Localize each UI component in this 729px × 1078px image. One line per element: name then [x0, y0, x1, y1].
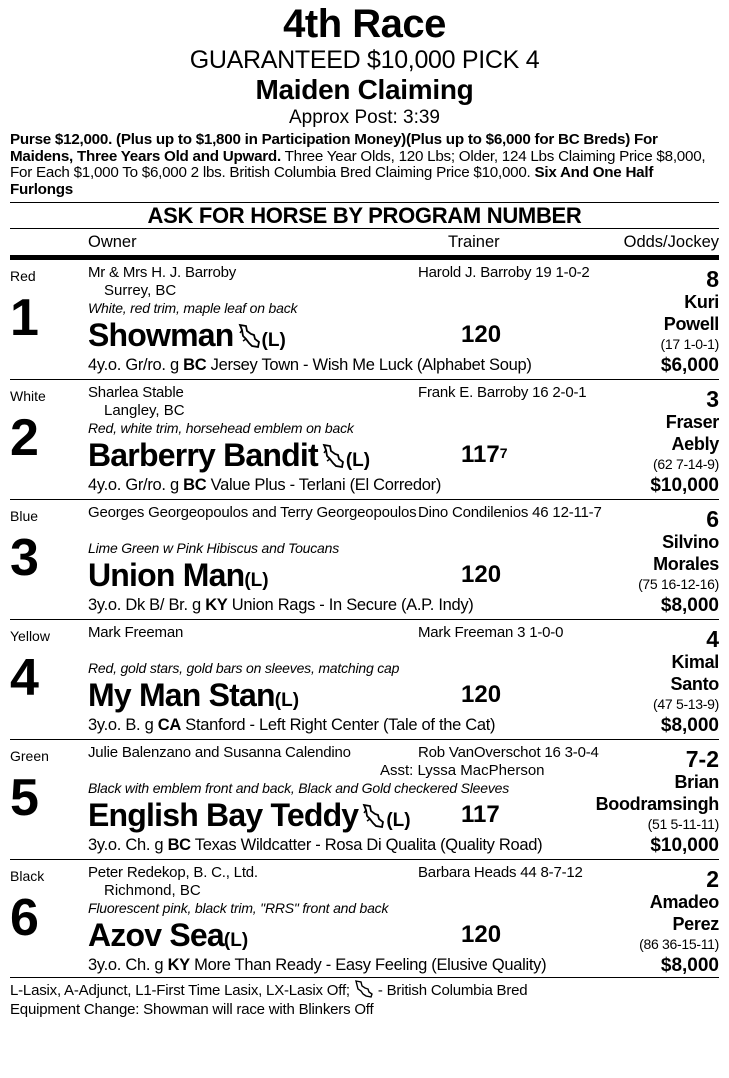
horse-name-line [88, 677, 299, 719]
legend-text: L-Lasix, A-Adjunct, L1-First Time Lasix, LX-Lasix Off; [10, 981, 354, 999]
race-title: 4th Race [283, 2, 446, 46]
age-color-sex: 3y.o. Dk B/ Br. g [88, 596, 206, 614]
jockey-name [653, 531, 719, 575]
owner-location: Richmond, BC [104, 882, 201, 899]
weight-value: 117 [461, 441, 500, 468]
weight-allowance: 7 [499, 445, 508, 461]
age-color-sex: 3y.o. Ch. g [88, 836, 168, 854]
jockey-name [650, 891, 719, 935]
jockey-first-name: Kuri [684, 292, 719, 312]
column-odds-jockey: Odds/Jockey [623, 233, 719, 251]
owner-name: Mark Freeman [88, 624, 184, 641]
pedigree: More Than Ready - Easy Feeling (Elusive Quality) [189, 956, 547, 974]
medication: (L) [386, 810, 411, 831]
weight [461, 920, 501, 950]
legend-line [10, 980, 719, 1002]
trainer-info: Harold J. Barroby 19 1-0-2 [418, 264, 590, 281]
age-color-sex: 4y.o. Gr/ro. g [88, 476, 184, 494]
jockey-first-name: Brian [674, 772, 719, 792]
silks-description: Black with emblem front and back, Black and Gold checkered Sleeves [88, 780, 510, 796]
jockey-last-name: Morales [653, 554, 719, 574]
equipment-change: Equipment Change: Showman will race with Blinkers Off [10, 1001, 374, 1018]
jockey-name [596, 771, 719, 815]
saddlecloth-color: Black [10, 868, 45, 884]
weight-value: 117 [461, 801, 500, 828]
jockey-first-name: Fraser [665, 412, 719, 432]
claiming-price: $10,000 [650, 835, 719, 856]
jockey-name [664, 291, 719, 335]
owner-name: Peter Redekop, B. C., Ltd. [88, 864, 258, 881]
bred-state: BC [183, 356, 207, 374]
morning-line-odds: 8 [706, 266, 719, 292]
legend-bc-text: - British Columbia Bred [373, 981, 528, 999]
morning-line-odds: 7-2 [685, 746, 719, 772]
race-header [10, 0, 719, 130]
saddlecloth-color: White [10, 388, 46, 404]
breeding-line [88, 595, 474, 615]
trainer-info: Dino Condilenios 46 12-11-7 [418, 504, 602, 521]
entry-row [10, 500, 719, 620]
jockey-stats: (47 5-13-9) [653, 696, 719, 712]
race-type: Maiden Claiming [255, 74, 474, 105]
medication: (L) [345, 450, 371, 471]
bred-state: CA [157, 716, 182, 734]
saddlecloth-color: Yellow [10, 628, 50, 644]
jockey-last-name: Boodramsingh [595, 794, 719, 814]
program-number: 3 [10, 529, 39, 587]
assistant-trainer: Asst: Lyssa MacPherson [380, 762, 545, 779]
weight [461, 440, 508, 470]
medication: (L) [223, 930, 249, 951]
bred-state: BC [183, 476, 207, 494]
jockey-stats: (62 7-14-9) [653, 456, 719, 472]
footer [10, 978, 719, 1018]
column-owner: Owner [88, 233, 137, 251]
pedigree: Value Plus - Terlani (El Corredor) [206, 476, 442, 494]
owner-location: Langley, BC [104, 402, 185, 419]
saddlecloth-color: Green [10, 748, 49, 764]
entry-row [10, 860, 719, 978]
owner-name: Julie Balenzano and Susanna Calendino [88, 744, 351, 761]
weight [461, 320, 501, 350]
trainer-info: Mark Freeman 3 1-0-0 [418, 624, 564, 641]
morning-line-odds: 2 [706, 866, 719, 892]
claiming-price: $6,000 [660, 355, 719, 376]
owner-name: Georges Georgeopoulos and Terry Georgeopoulos [88, 504, 417, 521]
medication: (L) [244, 570, 269, 591]
jockey-last-name: Powell [663, 314, 719, 334]
program-number: 2 [10, 409, 39, 467]
jockey-last-name: Aebly [671, 434, 719, 454]
conditions-weights: Three Year Olds, 120 Lbs; Older, 124 Lbs Claiming Price $8,000, For Each $1,000 To $6,000 2 lbs. British Columbia Bred Claiming Price $10,000. [10, 147, 706, 181]
weight-value: 120 [461, 561, 502, 588]
morning-line-odds: 4 [706, 626, 719, 652]
conditions-distance: Six And One Half Furlongs [10, 164, 654, 198]
pedigree: Jersey Town - Wish Me Luck (Alphabet Soup) [206, 356, 532, 374]
pedigree: Texas Wildcatter - Rosa Di Qualita (Quality Road) [190, 836, 543, 854]
breeding-line [88, 835, 542, 855]
silks-description: Red, white trim, horsehead emblem on back [88, 420, 354, 436]
breeding-line [88, 715, 495, 735]
weight [461, 560, 501, 590]
bc-province-icon [354, 980, 374, 1002]
program-number: 5 [10, 769, 39, 827]
owner-name: Sharlea Stable [88, 384, 184, 401]
conditions-purse: Purse $12,000. (Plus up to $1,800 in Participation Money)(Plus up to $6,000 for BC Breds) For Maidens, Three Years Old and Upward. [10, 131, 658, 165]
jockey-stats: (51 5-11-11) [647, 816, 719, 832]
silks-description: Fluorescent pink, black trim, "RRS" front and back [88, 900, 389, 916]
medication: (L) [274, 690, 300, 711]
medication: (L) [261, 330, 286, 351]
age-color-sex: 3y.o. Ch. g [88, 956, 168, 974]
weight [461, 800, 500, 830]
breeding-line [88, 475, 441, 495]
bc-bred-icon [362, 800, 386, 836]
weight [461, 680, 501, 710]
entry-row [10, 620, 719, 740]
trainer-info: Barbara Heads 44 8-7-12 [418, 864, 583, 881]
weight-value: 120 [461, 681, 502, 708]
weight-value: 120 [461, 321, 502, 348]
bred-state: BC [167, 836, 191, 854]
bred-state: KY [205, 596, 228, 614]
horse-name: Azov Sea [88, 917, 224, 953]
horse-name-line [88, 557, 269, 599]
jockey-name [670, 651, 719, 695]
silks-description: Lime Green w Pink Hibiscus and Toucans [88, 540, 340, 556]
breeding-line [88, 355, 532, 375]
morning-line-odds: 3 [706, 386, 719, 412]
horse-name-line [88, 917, 248, 959]
pedigree: Stanford - Left Right Center (Tale of the Cat) [181, 716, 496, 734]
horse-name: My Man Stan [88, 677, 275, 713]
claiming-price: $8,000 [660, 715, 719, 736]
jockey-last-name: Perez [672, 914, 719, 934]
horse-name-line [88, 317, 286, 359]
saddlecloth-color: Red [10, 268, 36, 284]
program-number: 1 [10, 289, 39, 347]
jockey-last-name: Santo [670, 674, 719, 694]
entries-list [10, 260, 719, 978]
bc-bred-icon [322, 440, 346, 476]
breeding-line [88, 955, 546, 975]
trainer-info: Rob VanOverschot 16 3-0-4 [418, 744, 599, 761]
claiming-price: $8,000 [660, 955, 719, 976]
bred-state: KY [167, 956, 190, 974]
claiming-price: $8,000 [660, 595, 719, 616]
owner-location: Surrey, BC [104, 282, 177, 299]
column-headers [10, 229, 719, 255]
weight-value: 120 [461, 921, 502, 948]
program-number: 6 [10, 889, 39, 947]
column-trainer: Trainer [448, 233, 500, 251]
morning-line-odds: 6 [706, 506, 719, 532]
jockey-first-name: Kimal [671, 652, 719, 672]
post-time: Approx Post: 3:39 [288, 107, 441, 128]
horse-name: Union Man [88, 557, 245, 593]
entry-row [10, 740, 719, 860]
silks-description: Red, gold stars, gold bars on sleeves, matching cap [88, 660, 400, 676]
trainer-info: Frank E. Barroby 16 2-0-1 [418, 384, 587, 401]
bc-bred-icon [238, 320, 262, 356]
horse-name: English Bay Teddy [88, 797, 359, 833]
horse-name: Showman [88, 317, 234, 353]
age-color-sex: 3y.o. B. g [88, 716, 158, 734]
program-number: 4 [10, 649, 39, 707]
entry-row [10, 260, 719, 380]
jockey-stats: (17 1-0-1) [660, 336, 719, 352]
silks-description: White, red trim, maple leaf on back [88, 300, 298, 316]
pedigree: Union Rags - In Secure (A.P. Indy) [227, 596, 474, 614]
jockey-stats: (75 16-12-16) [638, 576, 719, 592]
claiming-price: $10,000 [650, 475, 719, 496]
jockey-name [666, 411, 719, 455]
age-color-sex: 4y.o. Gr/ro. g [88, 356, 184, 374]
entry-row [10, 380, 719, 500]
race-conditions [10, 132, 719, 198]
saddlecloth-color: Blue [10, 508, 39, 524]
jockey-stats: (86 36-15-11) [639, 936, 719, 952]
ask-banner: ASK FOR HORSE BY PROGRAM NUMBER [147, 203, 582, 228]
owner-name: Mr & Mrs H. J. Barroby [88, 264, 237, 281]
horse-name-line [88, 437, 370, 479]
horse-name: Barberry Bandit [88, 437, 318, 473]
horse-name-line [88, 797, 411, 839]
race-subtitle: GUARANTEED $10,000 PICK 4 [189, 46, 540, 74]
jockey-first-name: Amadeo [649, 892, 719, 912]
jockey-first-name: Silvino [662, 532, 719, 552]
